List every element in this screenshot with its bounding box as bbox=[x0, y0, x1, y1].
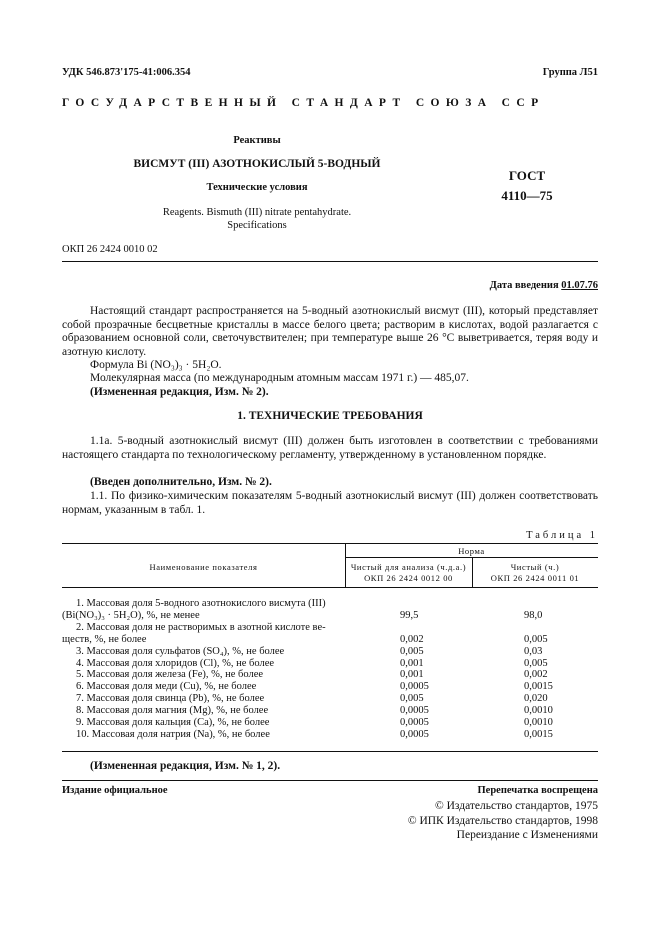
okp-code: ОКП 26 2424 0010 02 bbox=[62, 244, 158, 255]
table-header-pure-analysis-okp: ОКП 26 2424 0012 00 bbox=[364, 573, 453, 583]
english-title-line1: Reagents. Bismuth (III) nitrate pentahydrate. bbox=[162, 207, 352, 218]
table-cell-name: 10. Массовая доля натрия (Na), %, не более bbox=[76, 728, 270, 740]
table-cell-name: 2. Массовая доля не растворимых в азотной кислоте ве- bbox=[76, 621, 326, 633]
english-title-line2: Specifications bbox=[227, 220, 287, 231]
table-cell-pure: 0,020 bbox=[524, 693, 548, 705]
table-cell-pure-analysis: 0,0005 bbox=[400, 681, 429, 693]
introduction-date-value: 01.07.76 bbox=[561, 280, 598, 291]
official-edition: Издание официальное bbox=[62, 785, 168, 796]
table-cell-name: 7. Массовая доля свинца (Pb), %, не более bbox=[76, 693, 265, 705]
table-cell-pure: 0,03 bbox=[524, 645, 543, 657]
table-row bbox=[62, 610, 598, 622]
table-top-border bbox=[62, 543, 598, 544]
state-standard-heading: ГОСУДАРСТВЕННЫЙ СТАНДАРТ СОЮЗА ССР bbox=[62, 97, 545, 109]
clause-1-1a-note: (Введен дополнительно, Изм. № 2). bbox=[90, 476, 272, 488]
footer-divider bbox=[62, 780, 598, 781]
table-cell-pure-analysis: 0,005 bbox=[400, 693, 424, 705]
copyright-1975: © Издательство стандартов, 1975 bbox=[434, 800, 598, 812]
table-header-name: Наименование показателя bbox=[149, 562, 258, 572]
udk-code: УДК 546.873'175-41:006.354 bbox=[62, 67, 191, 78]
gost-label: ГОСТ bbox=[508, 168, 546, 183]
table-cell-name: 5. Массовая доля железа (Fe), %, не более bbox=[76, 669, 264, 681]
introduction-date bbox=[490, 280, 598, 291]
table-cell-pure-analysis: 99,5 bbox=[400, 609, 419, 621]
table-row bbox=[62, 729, 598, 741]
table-bottom-border bbox=[62, 751, 598, 752]
table-cell-pure: 0,0010 bbox=[524, 717, 553, 728]
table-cell-pure-analysis: 0,005 bbox=[400, 645, 424, 657]
table-row bbox=[62, 681, 598, 693]
table-cell-name: 6. Массовая доля меди (Cu), %, не более bbox=[76, 681, 257, 693]
table-cell-pure: 98,0 bbox=[524, 609, 543, 621]
clause-1-1a: 1.1а. 5-водный азотнокислый висмут (III) должен быть изготовлен в соответствии с требованиями настоящего стандарта по технологическому регламенту, утвержденному в установленном порядке. bbox=[62, 435, 598, 461]
gost-number: 4110—75 bbox=[501, 188, 553, 203]
title-divider bbox=[62, 261, 598, 262]
section-heading: 1. ТЕХНИЧЕСКИЕ ТРЕБОВАНИЯ bbox=[237, 410, 423, 422]
table-header-pure: Чистый (ч.) bbox=[510, 562, 560, 572]
table-cell-name: 3. Массовая доля сульфатов (SO₄), %, не более bbox=[76, 645, 285, 657]
table-row bbox=[62, 669, 598, 681]
table-cell-pure: 0,005 bbox=[524, 657, 548, 669]
document-subtitle: Технические условия bbox=[206, 182, 308, 193]
intro-paragraph: Настоящий стандарт распространяется на 5-водный азотнокислый висмут (III), который представляет собой прозрачные бесцветные кристаллы в массе белого цвета; растворим в кислотах, водой разлагается с образованием основной соли, светочувствителен; при температуре выше 26 °С выветривается, теряя воду и азотную кислоту. bbox=[62, 305, 598, 358]
table-cell-pure: 0,0010 bbox=[524, 705, 553, 717]
group-code: Группа Л51 bbox=[542, 67, 598, 78]
table-caption: Таблица 1 bbox=[526, 530, 598, 541]
table-cell-name: 1. Массовая доля 5-водного азотнокислого висмута (III) bbox=[76, 598, 326, 609]
table-cell-pure: 0,005 bbox=[524, 633, 548, 645]
category: Реактивы bbox=[233, 135, 281, 146]
table-cell-pure-analysis: 0,0005 bbox=[400, 717, 429, 728]
table-row bbox=[62, 705, 598, 717]
table-cell-name: ществ, %, не более bbox=[62, 633, 147, 645]
clause-1-1: 1.1. По физико-химическим показателям 5-водный азотнокислый висмут (III) должен соответствовать нормам, указанным в табл. 1. bbox=[62, 490, 598, 516]
table-header-pure-analysis: Чистый для анализа (ч.д.а.) bbox=[350, 562, 467, 572]
reissue-note: Переиздание с Изменениями bbox=[456, 829, 598, 841]
table-cell-name: 8. Массовая доля магния (Mg), %, не более bbox=[76, 705, 269, 717]
table-norm-divider bbox=[345, 557, 598, 558]
table-cell-name: 4. Массовая доля хлоридов (Cl), %, не более bbox=[76, 657, 275, 669]
table-row bbox=[62, 598, 598, 610]
intro-edition-note: (Измененная редакция, Изм. № 2). bbox=[90, 386, 269, 398]
table-cell-name: 9. Массовая доля кальция (Ca), %, не более bbox=[76, 717, 270, 728]
table-cell-name: (Bi(NO₃)₃ · 5H₂O), %, не менее bbox=[62, 609, 200, 621]
table-header-norm: Норма bbox=[458, 546, 485, 556]
molar-mass: Молекулярная масса (по международным атомным массам 1971 г.) — 485,07. bbox=[90, 372, 469, 384]
table-cell-pure-analysis: 0,002 bbox=[400, 633, 424, 645]
document-title: ВИСМУТ (III) АЗОТНОКИСЛЫЙ 5-ВОДНЫЙ bbox=[133, 158, 381, 170]
table-row bbox=[62, 658, 598, 670]
formula: Формула Bi (NO₃)₃ · 5H₂O. bbox=[90, 359, 222, 371]
reprint-notice: Перепечатка воспрещена bbox=[477, 785, 598, 796]
table-row bbox=[62, 646, 598, 658]
table-cell-pure-analysis: 0,0005 bbox=[400, 705, 429, 717]
table-header-border bbox=[62, 587, 598, 588]
table-cell-pure: 0,002 bbox=[524, 669, 548, 681]
table-row bbox=[62, 693, 598, 705]
copyright-1998: © ИПК Издательство стандартов, 1998 bbox=[407, 815, 598, 827]
table-row bbox=[62, 622, 598, 634]
introduction-date-label: Дата введения bbox=[489, 280, 559, 291]
table-cell-pure-analysis: 0,001 bbox=[400, 657, 424, 669]
table-cell-pure-analysis: 0,001 bbox=[400, 669, 424, 681]
table-cell-pure: 0,0015 bbox=[524, 681, 553, 693]
table-edition-note: (Измененная редакция, Изм. № 1, 2). bbox=[90, 760, 281, 772]
table-cell-pure-analysis: 0,0005 bbox=[400, 728, 429, 740]
table-row bbox=[62, 717, 598, 729]
table-cell-pure: 0,0015 bbox=[524, 728, 553, 740]
table-row bbox=[62, 634, 598, 646]
table-header-pure-okp: ОКП 26 2424 0011 01 bbox=[490, 573, 580, 583]
